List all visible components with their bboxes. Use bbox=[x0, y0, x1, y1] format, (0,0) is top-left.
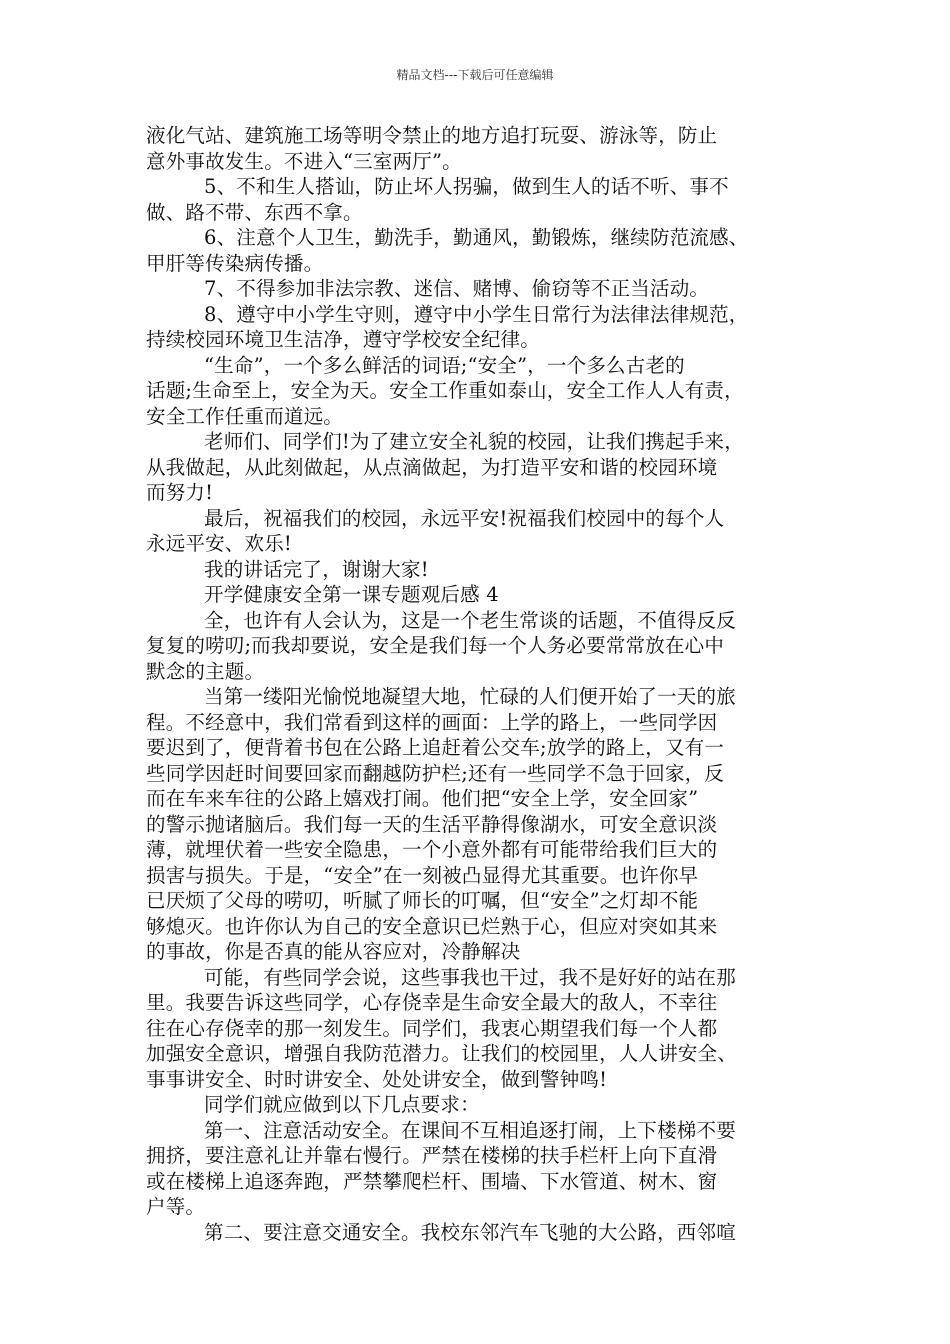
text-line: 的警示抛诸脑后。我们每一天的生活平静得像湖水，可安全意识淡 bbox=[146, 812, 718, 836]
text-line: 最后，祝福我们的校园，永远平安!祝福我们校园中的每个人 bbox=[204, 506, 725, 530]
text-line: 持续校园环境卫生洁净，遵守学校安全纪律。 bbox=[146, 328, 541, 351]
text-line: 拥挤，要注意礼让并靠右慢行。严禁在楼梯的扶手栏杆上向下直滑 bbox=[146, 1144, 718, 1167]
text-line: 要迟到了，便背着书包在公路上追赶着公交车;放学的路上，又有一 bbox=[146, 736, 725, 759]
text-line: 复复的唠叨;而我却要说，安全是我们每一个人务必要常常放在心中 bbox=[146, 634, 725, 657]
text-line: 可能，有些同学会说，这些事我也干过，我不是好好的站在那 bbox=[204, 965, 736, 989]
text-line: 够熄灭。也许你认为自己的安全意识已烂熟于心，但应对突如其来 bbox=[146, 914, 718, 938]
text-line: 7、不得参加非法宗教、迷信、赌博、偷窃等不正当活动。 bbox=[204, 277, 710, 300]
text-line: 开学健康安全第一课专题观后感 4 bbox=[204, 583, 499, 606]
text-line: 甲肝等传染病传播。 bbox=[146, 251, 324, 275]
text-line: 薄，就埋伏着一些安全隐患，一个小意外都有可能带给我们巨大的 bbox=[146, 838, 718, 861]
text-line: 话题;生命至上，安全为天。安全工作重如泰山，安全工作人人有责， bbox=[146, 379, 744, 402]
text-line: 老师们、同学们!为了建立安全礼貌的校园，让我们携起手来， bbox=[204, 430, 744, 453]
document-body bbox=[146, 123, 826, 1245]
text-line: 永远平安、欢乐! bbox=[146, 532, 292, 555]
text-line: 液化气站、建筑施工场等明令禁止的地方追打玩耍、游泳等，防止 bbox=[146, 124, 718, 147]
text-line: 里。我要告诉这些同学，心存侥幸是生命安全最大的敌人，不幸往 bbox=[146, 991, 718, 1014]
text-line: 第二、要注意交通安全。我校东邻汽车飞驰的大公路，西邻喧 bbox=[204, 1220, 736, 1244]
text-line: 当第一缕阳光愉悦地凝望大地，忙碌的人们便开始了一天的旅 bbox=[204, 685, 736, 708]
text-line: 6、注意个人卫生，勤洗手，勤通风，勤锻炼，继续防范流感、 bbox=[204, 226, 749, 249]
text-line: 已厌烦了父母的唠叨，听腻了师长的叮嘱，但“安全”之灯却不能 bbox=[146, 889, 699, 912]
text-line: 而努力! bbox=[146, 481, 214, 504]
page-header: 精品文档---下载后可任意编辑 bbox=[396, 68, 554, 82]
text-line: 户等。 bbox=[146, 1195, 206, 1218]
text-line: “生命”，一个多么鲜活的词语;“安全”，一个多么古老的 bbox=[204, 353, 685, 377]
text-line: 往在心存侥幸的那一刻发生。同学们，我衷心期望我们每一个人都 bbox=[146, 1016, 718, 1040]
text-line: 5、不和生人搭讪，防止坏人拐骗，做到生人的话不听、事不 bbox=[204, 175, 729, 198]
text-line: 而在车来车往的公路上嬉戏打闹。他们把“安全上学，安全回家” bbox=[146, 787, 699, 810]
text-line: 加强安全意识，增强自我防范潜力。让我们的校园里，人人讲安全、 bbox=[146, 1042, 738, 1065]
text-line: 程。不经意中，我们常看到这样的画面：上学的路上，一些同学因 bbox=[146, 710, 718, 734]
text-line: 同学们就应做到以下几点要求： bbox=[204, 1093, 480, 1116]
text-line: 损害与损失。于是，“安全”在一刻被凸显得尤其重要。也许你早 bbox=[146, 863, 699, 887]
text-line: 的事故，你是否真的能从容应对，冷静解决 bbox=[146, 940, 521, 963]
text-line: 默念的主题。 bbox=[146, 659, 265, 683]
text-line: 做、路不带、东西不拿。 bbox=[146, 200, 363, 224]
text-line: 从我做起，从此刻做起，从点滴做起，为打造平安和谐的校园环境 bbox=[146, 455, 718, 479]
text-line: 意外事故发生。不进入“三室两厅”。 bbox=[146, 149, 462, 173]
text-line: 全，也许有人会认为，这是一个老生常谈的话题，不值得反反 bbox=[204, 608, 736, 632]
text-line: 安全工作任重而道远。 bbox=[146, 404, 344, 428]
text-line: 8、遵守中小学生守则，遵守中小学生日常行为法律法律规范， bbox=[204, 302, 749, 326]
text-line: 些同学因赶时间要回家而翻越防护栏;还有一些同学不急于回家，反 bbox=[146, 761, 725, 785]
text-line: 我的讲话完了，谢谢大家! bbox=[204, 557, 429, 581]
text-line: 第一、注意活动安全。在课间不互相追逐打闹，上下楼梯不要 bbox=[204, 1118, 736, 1142]
text-line: 或在楼梯上追逐奔跑，严禁攀爬栏杆、围墙、下水管道、树木、窗 bbox=[146, 1169, 718, 1193]
text-line: 事事讲安全、时时讲安全、处处讲安全，做到警钟鸣! bbox=[146, 1067, 608, 1091]
